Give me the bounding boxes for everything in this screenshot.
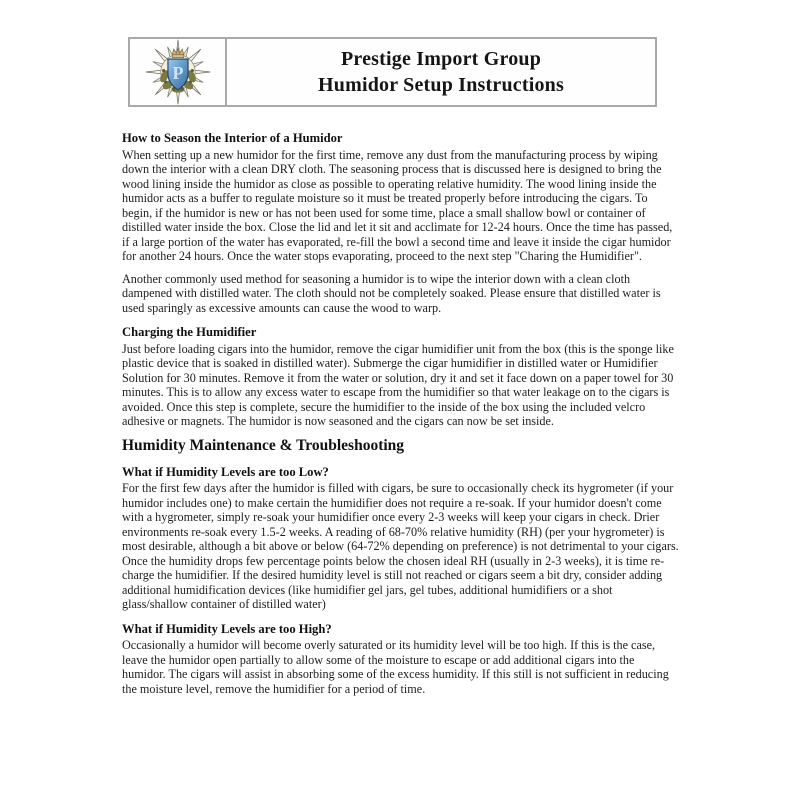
shield-monogram: P xyxy=(172,63,183,84)
title-cell xyxy=(227,39,655,105)
paragraph-too-low-1: For the first few days after the humidor is filled with cigars, be sure to occasionally check its hygrometer (if your humidor includes one) to make certain the humidifier does not require a re-soak. If your humidor doesn't come with a hygrometer, simply re-soak your humidifier once every 2-3 weeks will keep your cigars in check. Drier environments re-soak every 1.5-2 weeks. A reading of 68-70% relative humidity (RH) (per your hygrometer) is most desirable, although a bit above or below (64-72% depending on preference) is not detrimental to your cigars. Once the humidity drops few percentage points below the chosen ideal RH (usually in 2-3 weeks), it is time re-charge the humidifier. If the desired humidity level is still not reached or cigars seem a bit dry, consider adding additional humidification devices (like humidifier gel jars, gel tubes, additional humidifiers or a shot glass/shallow container of distilled water) xyxy=(122,481,679,611)
logo-cell xyxy=(130,39,227,105)
section-heading-too-low: What if Humidity Levels are too Low? xyxy=(122,464,329,479)
document-header xyxy=(128,37,657,107)
section-heading-too-high: What if Humidity Levels are too High? xyxy=(122,621,332,636)
prestige-crest-logo xyxy=(141,39,215,105)
section-heading-season: How to Season the Interior of a Humidor xyxy=(122,131,343,145)
paragraph-too-high-1: Occasionally a humidor will become overly saturated or its humidity level will be too high. If this is the case, leave the humidor open partially to allow some of the moisture to escape or add additional cigars into the humidor. The cigars will assist in absorbing some of the excess humidity. If this still is not sufficient in reducing the moisture level, remove the humidifier for a period of time. xyxy=(122,638,669,696)
document-body xyxy=(122,131,680,704)
document-title-line1: Prestige Import Group xyxy=(340,48,542,70)
section-heading-maintenance: Humidity Maintenance & Troubleshooting xyxy=(122,436,405,454)
document-title-line2: Humidor Setup Instructions xyxy=(318,74,564,96)
paragraph-season-2: Another commonly used method for seasoning a humidor is to wipe the interior down with a clean cloth dampened with distilled water. The cloth should not be completely soaked. Please ensure that distilled water is used sparingly as excessive amounts can cause the wood to warp. xyxy=(122,271,661,315)
crown xyxy=(172,48,183,58)
section-heading-charging: Charging the Humidifier xyxy=(122,325,257,339)
paragraph-season-1: When setting up a new humidor for the first time, remove any dust from the manufacturing process by wiping down the interior with a clean DRY cloth. The seasoning process that is discussed here is designed to bring the wood lining inside the humidor as close as possible to operating relative humidity. The wood lining inside the humidor acts as a buffer to regulate moisture so it must be treated properly before introducing the cigars. To begin, if the humidor is new or has not been used for some time, place a small shallow bowl or container of distilled water inside the box. Close the lid and let it sit and acclimate for 12-24 hours. Once the time has passed, if a large portion of the water has evaporated, re-fill the bowl a second time and leave it inside the cigar humidor for another 24 hours. Once the water stops evaporating, proceed to the next step "Charing the Humidifier". xyxy=(122,147,673,263)
paragraph-charging-1: Just before loading cigars into the humidor, remove the cigar humidifier unit from the box (this is the sponge like plastic device that is soaked in distilled water). Submerge the cigar humidifier in distilled water or Humidifier Solution for 30 minutes. Remove it from the water or solution, dry it and set it face down on a paper towel for 30 minutes. This is to allow any excess water to escape from the humidifier so that water leakage on to the cigars is avoided. Once this step is complete, secure the humidifier to the inside of the box using the included velcro adhesive or magnets. The humidor is now seasoned and the cigars can now be set inside. xyxy=(122,341,674,428)
